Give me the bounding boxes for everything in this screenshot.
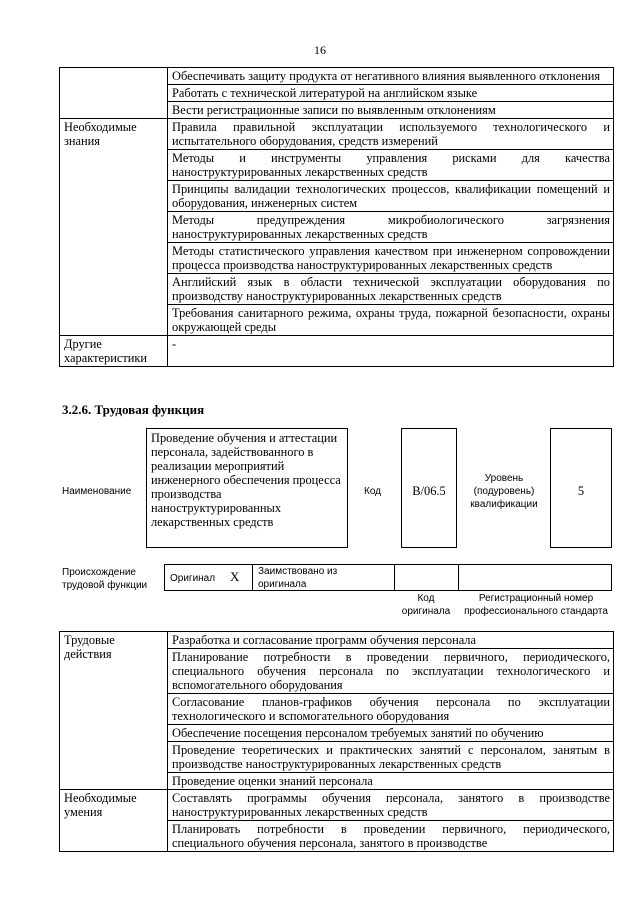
row-text: Принципы валидации технологических процессов, квалификации помещений и оборудования, инженерных систем xyxy=(168,181,614,212)
original-mark: X xyxy=(230,569,240,584)
function-name-box xyxy=(146,428,348,548)
row-text: Вести регистрационные записи по выявленным отклонениям xyxy=(168,102,614,119)
row-text: Методы статистического управления качеством при инженерном сопровождении процесса производства наноструктурированных лекарственных средств xyxy=(168,243,614,274)
table-row xyxy=(60,632,614,649)
reg-caption: Регистрационный номер профессионального стандарта xyxy=(464,593,608,617)
row-text: Проведение теоретических и практических занятий с персоналом, занятым в производстве наноструктурированных лекарственных средств xyxy=(168,742,614,773)
row-text: Английский язык в области технической эксплуатации оборудования по производству наноструктурированных лекарственных средств xyxy=(168,274,614,305)
row-text: Планирование потребности в проведении первичного, периодического, специального обучения персонала по эксплуатации технологического и вспомогательного оборудования xyxy=(168,649,614,694)
table-row xyxy=(60,336,614,367)
row-text: Обеспечивать защиту продукта от негативного влияния выявленного отклонения xyxy=(168,68,614,85)
row-label-skills: Необходимые умения xyxy=(60,790,168,852)
row-text: Правила правильной эксплуатации используемого технологического и испытательного оборудования, средств измерений xyxy=(168,119,614,150)
table-row xyxy=(60,119,614,150)
table-row xyxy=(60,68,614,85)
function-name: Проведение обучения и аттестации персонала, задействованного в реализации мероприятий инженерного обеспечения процесса производства наноструктурированных лекарственных средств xyxy=(151,431,341,529)
row-text: Планировать потребности в проведении первичного, периодического, специального обучения персонала, занятого в производстве xyxy=(168,821,614,852)
row-text: Методы предупреждения микробиологического загрязнения наноструктурированных лекарственных средств xyxy=(168,212,614,243)
level-box xyxy=(550,428,612,548)
origin-divider xyxy=(252,564,253,591)
code-caption: Код оригинала xyxy=(401,593,451,617)
table-row xyxy=(60,790,614,821)
row-label-actions: Трудовые действия xyxy=(60,632,168,790)
row-text: Методы и инструменты управления рисками для качества наноструктурированных лекарственных средств xyxy=(168,150,614,181)
code-label: Код xyxy=(364,486,382,497)
row-text: Обеспечение посещения персоналом требуемых занятий по обучению xyxy=(168,725,614,742)
section-heading: 3.2.6. Трудовая функция xyxy=(62,402,205,417)
code-value: B/06.5 xyxy=(412,484,446,498)
origin-label: Происхождение трудовой функции xyxy=(62,567,148,591)
page-number: 16 xyxy=(314,43,326,57)
knowledge-table xyxy=(59,67,614,367)
origin-divider xyxy=(394,564,395,591)
borrowed-label: Заимствовано из оригинала xyxy=(258,566,338,590)
level-label: Уровень (подуровень) квалификации xyxy=(470,473,538,510)
row-text: - xyxy=(168,336,614,367)
name-label: Наименование xyxy=(62,486,132,497)
level-value: 5 xyxy=(577,484,585,498)
row-text: Составлять программы обучения персонала, занятого в производстве наноструктурированных лекарственных средств xyxy=(168,790,614,821)
row-label xyxy=(60,68,168,119)
row-text: Согласование планов-графиков обучения персонала по эксплуатации технологического и вспомогательного оборудования xyxy=(168,694,614,725)
actions-table xyxy=(59,631,614,852)
row-text: Проведение оценки знаний персонала xyxy=(168,773,614,790)
original-label: Оригинал xyxy=(170,573,216,584)
row-text: Требования санитарного режима, охраны труда, пожарной безопасности, охраны окружающей среды xyxy=(168,305,614,336)
row-text: Разработка и согласование программ обучения персонала xyxy=(168,632,614,649)
row-label-knowledge: Необходимые знания xyxy=(60,119,168,336)
row-label-other: Другие характеристики xyxy=(60,336,168,367)
code-box xyxy=(401,428,457,548)
row-text: Работать с технической литературой на английском языке xyxy=(168,85,614,102)
origin-divider xyxy=(458,564,459,591)
